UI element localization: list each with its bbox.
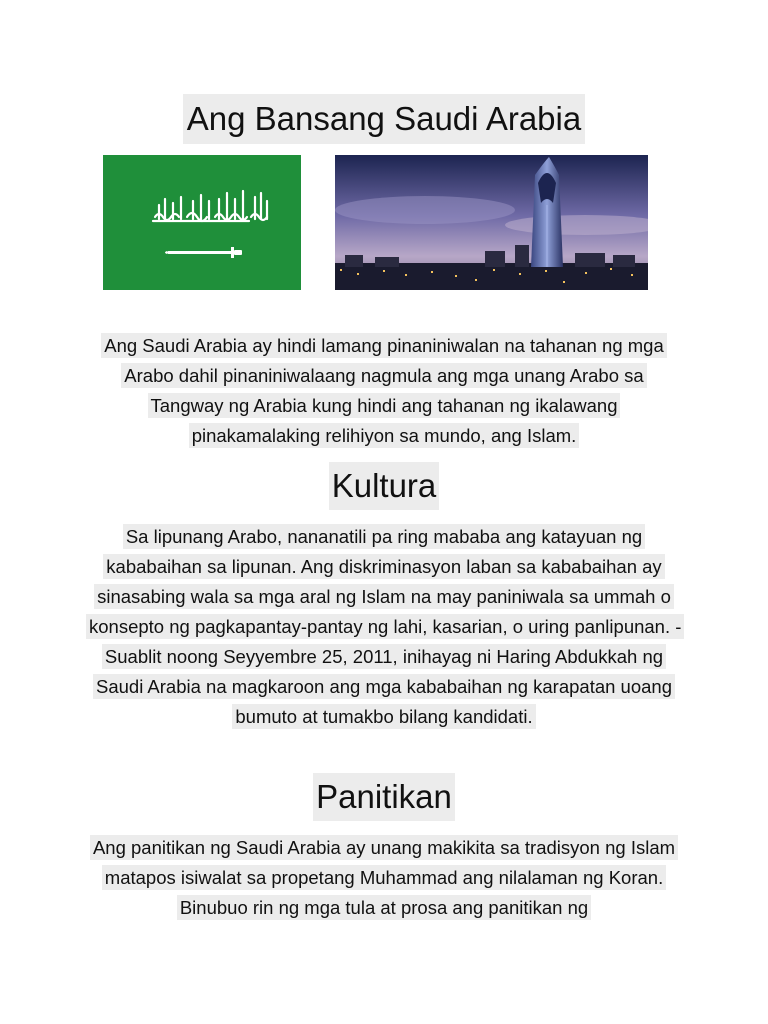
section-heading-container bbox=[0, 773, 768, 821]
title-container bbox=[0, 94, 768, 144]
kultura-paragraph bbox=[86, 522, 682, 732]
section-heading-container bbox=[0, 462, 768, 510]
skyline-graphic bbox=[335, 155, 648, 290]
panitikan-paragraph bbox=[86, 833, 682, 923]
page-title: Ang Bansang Saudi Arabia bbox=[183, 94, 585, 144]
panitikan-text: Ang panitikan ng Saudi Arabia ay unang makikita sa tradisyon ng Islam matapos isiwalat sa propetang Muhammad ang nilalaman ng Koran. Binubuo rin ng mga tula at prosa ang panitikan ng bbox=[90, 835, 678, 920]
section-heading-panitikan: Panitikan bbox=[313, 773, 455, 821]
intro-paragraph bbox=[86, 331, 682, 451]
intro-text: Ang Saudi Arabia ay hindi lamang pinaniniwalan na tahanan ng mga Arabo dahil pinaniniwalaang nagmula ang mga unang Arabo sa Tangway ng Arabia kung hindi ang tahanan ng ikalawang pinakamalaking relihiyon sa mundo, ang Islam. bbox=[101, 333, 667, 448]
flag-graphic bbox=[103, 155, 301, 290]
saudi-flag-icon bbox=[103, 155, 301, 290]
kultura-text: Sa lipunang Arabo, nananatili pa ring mababa ang katayuan ng kababaihan sa lipunan. Ang diskriminasyon laban sa kababaihan ay sinasabing wala sa mga aral ng Islam na may paniniwala sa ummah o konsepto ng pagkapantay-pantay ng lahi, kasarian, o uring panlipunan. - Suablit noong Seyyembre 25, 2011, inihayag ni Haring Abdukkah ng Saudi Arabia na magkaroon ang mga kababaihan ng karapatan uoang bumuto at tumakbo bilang kandidati. bbox=[86, 524, 684, 729]
section-heading-kultura: Kultura bbox=[329, 462, 440, 510]
kingdom-tower-skyline-photo bbox=[335, 155, 648, 290]
